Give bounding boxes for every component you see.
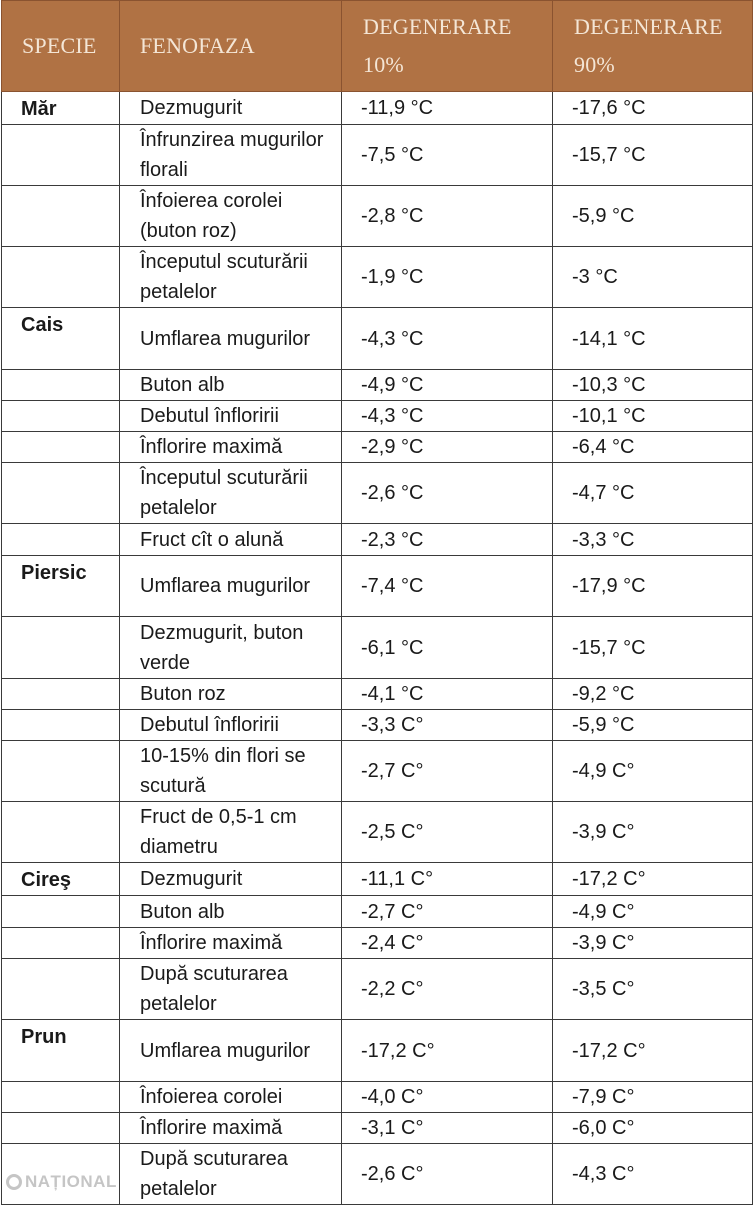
phase-cell: 10-15% din flori se scutură [120, 741, 342, 802]
degeneration-90-cell: -6,0 C° [553, 1113, 753, 1144]
degeneration-90-cell: -3 °C [553, 247, 753, 308]
header-fenofaza: FENOFAZA [120, 1, 342, 92]
species-cell [2, 802, 120, 863]
degeneration-10-cell: -2,9 °C [342, 432, 553, 463]
degeneration-90-cell: -10,3 °C [553, 370, 753, 401]
degeneration-10-cell: -2,4 C° [342, 928, 553, 959]
table-row [2, 802, 753, 863]
species-cell [2, 741, 120, 802]
watermark-text: NAȚIONAL [25, 1172, 117, 1191]
phase-cell: Umflarea mugurilor [120, 308, 342, 370]
species-cell [2, 617, 120, 679]
phase-cell: Umflarea mugurilor [120, 556, 342, 617]
degeneration-90-cell: -15,7 °C [553, 125, 753, 186]
degeneration-10-cell: -4,0 C° [342, 1082, 553, 1113]
table-row [2, 524, 753, 556]
degeneration-90-cell: -4,9 C° [553, 741, 753, 802]
degeneration-90-cell: -15,7 °C [553, 617, 753, 679]
table-row [2, 247, 753, 308]
phase-cell: Debutul înfloririi [120, 401, 342, 432]
table-row [2, 896, 753, 928]
degeneration-10-cell: -2,7 C° [342, 896, 553, 928]
degeneration-90-cell: -7,9 C° [553, 1082, 753, 1113]
degeneration-90-cell: -14,1 °C [553, 308, 753, 370]
degeneration-90-cell: -4,9 C° [553, 896, 753, 928]
species-cell [2, 463, 120, 524]
table-row [2, 556, 753, 617]
degeneration-10-cell: -2,6 °C [342, 463, 553, 524]
degeneration-90-cell: -3,5 C° [553, 959, 753, 1020]
phase-cell: Debutul înfloririi [120, 710, 342, 741]
degeneration-10-cell: -1,9 °C [342, 247, 553, 308]
degeneration-90-cell: -17,2 C° [553, 1020, 753, 1082]
degeneration-10-cell: -2,2 C° [342, 959, 553, 1020]
degeneration-90-cell: -3,3 °C [553, 524, 753, 556]
phase-cell: Buton alb [120, 896, 342, 928]
phase-cell: Înfoierea corolei (buton roz) [120, 186, 342, 247]
degeneration-10-cell: -17,2 C° [342, 1020, 553, 1082]
phase-cell: După scuturarea petalelor [120, 1144, 342, 1205]
phase-cell: Înflorire maximă [120, 432, 342, 463]
phase-cell: Fruct cît o alună [120, 524, 342, 556]
species-cell: Piersic [2, 556, 120, 617]
species-cell: Prun [2, 1020, 120, 1082]
table-row [2, 863, 753, 896]
degeneration-90-cell: -3,9 C° [553, 928, 753, 959]
species-cell [2, 1144, 120, 1205]
table-row [2, 92, 753, 125]
table-body [2, 92, 753, 1205]
table-row [2, 679, 753, 710]
degeneration-10-cell: -6,1 °C [342, 617, 553, 679]
species-cell: Cais [2, 308, 120, 370]
species-cell [2, 125, 120, 186]
degeneration-10-cell: -11,9 °C [342, 92, 553, 125]
header-degenerare-90-line2: 90% [574, 52, 615, 77]
phase-cell: Dezmugurit [120, 863, 342, 896]
table-row [2, 186, 753, 247]
header-degenerare-90-line1: DEGENERARE [574, 14, 723, 39]
species-cell [2, 1082, 120, 1113]
species-cell [2, 1113, 120, 1144]
table-row [2, 710, 753, 741]
phase-cell: Umflarea mugurilor [120, 1020, 342, 1082]
table-row [2, 308, 753, 370]
degeneration-10-cell: -3,1 C° [342, 1113, 553, 1144]
frost-damage-table [1, 0, 753, 1205]
header-degenerare-90 [553, 1, 753, 92]
phase-cell: Începutul scuturării petalelor [120, 463, 342, 524]
degeneration-10-cell: -2,6 C° [342, 1144, 553, 1205]
species-cell [2, 710, 120, 741]
degeneration-10-cell: -3,3 C° [342, 710, 553, 741]
phase-cell: Dezmugurit, buton verde [120, 617, 342, 679]
degeneration-90-cell: -5,9 °C [553, 186, 753, 247]
degeneration-10-cell: -11,1 C° [342, 863, 553, 896]
species-cell [2, 524, 120, 556]
header-degenerare-10 [342, 1, 553, 92]
table-row [2, 1113, 753, 1144]
phase-cell: Înfrunzirea mugurilor florali [120, 125, 342, 186]
degeneration-10-cell: -7,4 °C [342, 556, 553, 617]
table-row [2, 432, 753, 463]
species-cell [2, 896, 120, 928]
species-cell [2, 432, 120, 463]
degeneration-90-cell: -6,4 °C [553, 432, 753, 463]
phase-cell: Fruct de 0,5-1 cm diametru [120, 802, 342, 863]
header-specie: SPECIE [2, 1, 120, 92]
phase-cell: Începutul scuturării petalelor [120, 247, 342, 308]
table-row [2, 370, 753, 401]
table-row [2, 1020, 753, 1082]
degeneration-10-cell: -2,7 C° [342, 741, 553, 802]
species-cell [2, 928, 120, 959]
header-degenerare-10-line2: 10% [363, 52, 404, 77]
degeneration-90-cell: -4,7 °C [553, 463, 753, 524]
phase-cell: Buton roz [120, 679, 342, 710]
species-cell [2, 370, 120, 401]
degeneration-90-cell: -10,1 °C [553, 401, 753, 432]
degeneration-10-cell: -4,3 °C [342, 401, 553, 432]
degeneration-10-cell: -7,5 °C [342, 125, 553, 186]
table-row [2, 741, 753, 802]
header-degenerare-10-line1: DEGENERARE [363, 14, 512, 39]
species-cell [2, 959, 120, 1020]
degeneration-90-cell: -17,9 °C [553, 556, 753, 617]
table-row [2, 463, 753, 524]
degeneration-10-cell: -2,5 C° [342, 802, 553, 863]
phase-cell: Înflorire maximă [120, 928, 342, 959]
degeneration-10-cell: -2,8 °C [342, 186, 553, 247]
degeneration-90-cell: -17,6 °C [553, 92, 753, 125]
degeneration-10-cell: -4,3 °C [342, 308, 553, 370]
degeneration-90-cell: -17,2 C° [553, 863, 753, 896]
species-cell [2, 247, 120, 308]
species-cell [2, 679, 120, 710]
table-row [2, 401, 753, 432]
phase-cell: Dezmugurit [120, 92, 342, 125]
degeneration-10-cell: -4,1 °C [342, 679, 553, 710]
degeneration-10-cell: -2,3 °C [342, 524, 553, 556]
degeneration-90-cell: -9,2 °C [553, 679, 753, 710]
table-row [2, 125, 753, 186]
phase-cell: După scuturarea petalelor [120, 959, 342, 1020]
header-row [2, 1, 753, 92]
table-row [2, 1082, 753, 1113]
degeneration-10-cell: -4,9 °C [342, 370, 553, 401]
degeneration-90-cell: -3,9 C° [553, 802, 753, 863]
table-row [2, 928, 753, 959]
species-cell [2, 186, 120, 247]
table-row [2, 959, 753, 1020]
phase-cell: Înfoierea corolei [120, 1082, 342, 1113]
degeneration-90-cell: -5,9 °C [553, 710, 753, 741]
table-row [2, 1144, 753, 1205]
degeneration-90-cell: -4,3 C° [553, 1144, 753, 1205]
species-cell: Cireş [2, 863, 120, 896]
phase-cell: Înflorire maximă [120, 1113, 342, 1144]
species-cell: Măr [2, 92, 120, 125]
phase-cell: Buton alb [120, 370, 342, 401]
table-row [2, 617, 753, 679]
species-cell [2, 401, 120, 432]
